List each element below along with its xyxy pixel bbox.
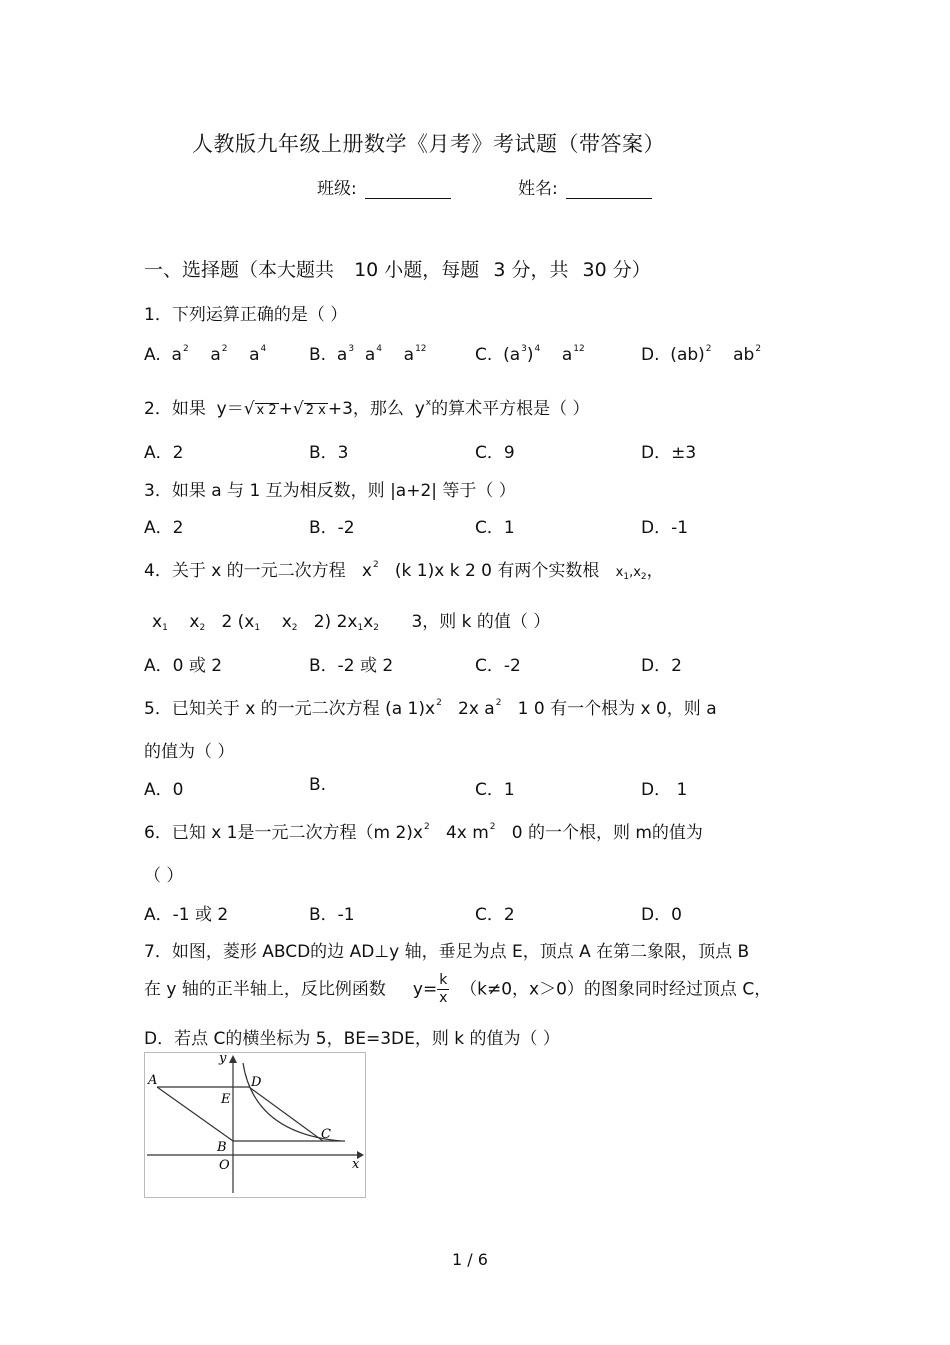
name-blank [566,182,652,199]
q4-option-b: B．-2 或 2 [309,656,394,676]
q5-stem-line2: 的值为（ ） [144,742,235,762]
q1-option-c: C. $(a^3)^4$ $a^{12}$ [475,344,585,365]
q5-option-d: D． 1 [641,780,688,800]
q3-option-d: D．-1 [641,518,689,538]
q6-option-b: B．-1 [309,905,355,925]
q7-stem-line3: D．若点 C的横坐标为 5，BE=3DE，则 k 的值为（ ） [144,1029,560,1049]
q6-option-d: D．0 [641,905,682,925]
name-label: 姓名: [518,179,558,199]
section-heading-c: 3 分，共 [493,259,569,281]
q3-option-a: A．2 [144,518,184,538]
rhombus-diagram [145,1053,365,1197]
label-d: D [251,1075,262,1090]
section-heading-a: 一、选择题（本大题共 [144,259,335,281]
q3-option-c: C．1 [475,518,515,538]
section-heading-b: 10 小题，每题 [354,259,480,281]
q1-option-d: D. (ab)$^2$ $ab^2$ [641,344,762,365]
q5-option-c: C．1 [475,780,515,800]
label-x: x [352,1157,360,1172]
page-number: 1 / 6 [452,1250,488,1269]
page-title: 人教版九年级上册数学《月考》考试题（带答案） [192,132,665,156]
label-b: B [217,1140,227,1155]
q4-option-d: D．2 [641,656,682,676]
q4-option-c: C．-2 [475,656,521,676]
q1-stem: 1．下列运算正确的是（ ） [144,305,348,325]
q2-option-c: C．9 [475,443,515,463]
q3-stem: 3．如果 a 与 1 互为相反数，则 |a+2| 等于（ ） [144,481,516,501]
class-blank [365,182,451,199]
q4-option-a: A．0 或 2 [144,656,223,676]
y-axis-arrow [229,1055,237,1063]
q2-option-b: B．3 [309,443,349,463]
q3-option-b: B．-2 [309,518,355,538]
q5-option-b: B. [309,775,327,795]
section-heading [144,255,651,282]
class-label: 班级: [317,179,357,199]
q7-stem-line2: 在 y 轴的正半轴上，反比例函数 y= $\frac{k}{x}$ （k≠0，x＞0）的图象同时经过顶点 C， [144,972,772,1006]
q5-stem-line1: 5．已知关于 x 的一元二次方程 (a $1)x^2$ 2x $a^2$ 1 0 有一个根为 x 0，则 a [144,698,717,719]
q1-option-a: A. $a^2$ $a^2$ $a^4$ [144,344,267,365]
q2-option-a: A．2 [144,443,184,463]
q5-option-a: A．0 [144,780,184,800]
q1-option-b: B. $a^3$ $a^4$ $a^{12}$ [309,344,427,365]
q7-stem-line1: 7．如图，菱形 ABCD的边 AD⊥y 轴，垂足为点 E，顶点 A 在第二象限，顶点 B [144,942,750,962]
q6-stem-line2: （ ） [144,866,184,886]
class-field [317,174,451,199]
q2-stem: 2．如果 y＝√ x 2 +√ 2 x +3，那么 $y^x$的算术平方根是（ ） [144,398,590,419]
name-field [518,174,652,199]
q6-option-a: A．-1 或 2 [144,905,229,925]
label-a: A [148,1073,158,1088]
label-o: O [219,1158,230,1173]
q7-figure [144,1052,366,1198]
q4-stem-line2: x1 x2 2 (x1 x2 2) 2x1x2 3，则 k 的值（ ） [152,612,551,633]
section-heading-d: 30 分） [582,259,651,281]
edge-dc [249,1087,323,1141]
q4-stem-line1: 4．关于 x 的一元二次方程 $x^2$ (k 1)x k 2 0 有两个实数根 $x_1,x_2$， [144,560,664,582]
q6-stem-line1: 6．已知 x 1是一元二次方程（m $2)x^2$ 4x $m^2$ 0 的一个根，则 m的值为 [144,822,703,843]
q2-option-d: D．±3 [641,443,697,463]
k-over-x-fraction: $\frac{k}{x}$ [439,972,448,1006]
label-e: E [221,1092,231,1107]
q6-option-c: C．2 [475,905,515,925]
label-y: y [219,1053,227,1066]
label-c: C [321,1127,331,1142]
